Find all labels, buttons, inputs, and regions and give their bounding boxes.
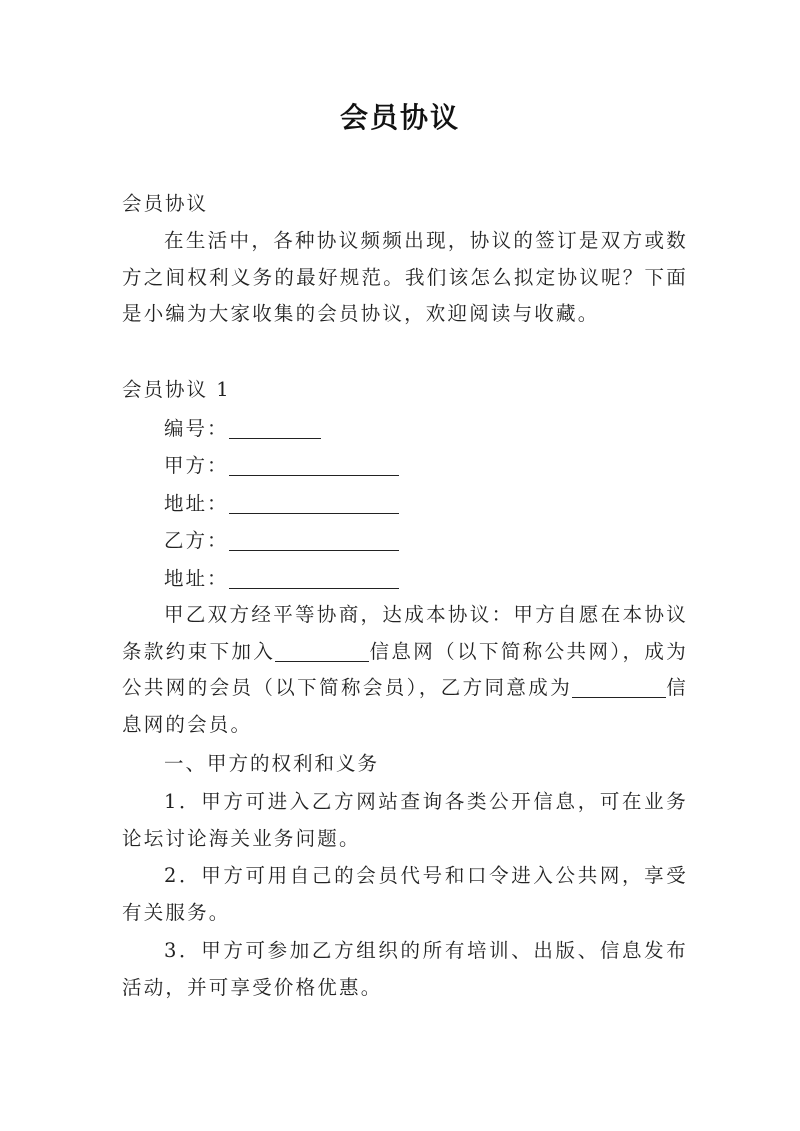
agreement-blank-1 (275, 639, 369, 662)
field-address-b-label: 地址： (164, 567, 229, 590)
agreement-text-c: 信息网的会员。 (122, 676, 689, 736)
field-address-b-blank (229, 566, 399, 589)
field-party-a-label: 甲方： (164, 454, 229, 477)
subheading: 会员协议 (122, 192, 209, 215)
agreement-blank-2 (572, 675, 666, 698)
agreement-paragraph (122, 597, 688, 743)
section-title: 会员协议 1 (122, 378, 231, 401)
item-3: 3．甲方可参加乙方组织的所有培训、出版、信息发布活动，并可享受价格优惠。 (122, 939, 688, 999)
field-party-b-label: 乙方： (164, 529, 229, 552)
field-address-b (164, 561, 399, 598)
field-address-a-label: 地址： (164, 492, 229, 515)
agreement-text-a: 甲乙双方经平等协商，达成本协议：甲方自愿在本协议条款约束下加入 (122, 603, 688, 663)
item-2: 2．甲方可用自己的会员代号和口令进入公共网，享受有关服务。 (122, 864, 688, 924)
field-party-a-blank (229, 453, 399, 476)
field-party-b-blank (229, 528, 399, 551)
field-number-label: 编号： (164, 417, 229, 440)
document-title: 会员协议 (339, 101, 460, 134)
field-party-a (164, 448, 399, 485)
item-1: 1．甲方可进入乙方网站查询各类公开信息，可在业务论坛讨论海关业务问题。 (122, 790, 688, 850)
field-address-a (164, 486, 399, 523)
field-address-a-blank (229, 491, 399, 514)
field-number-blank (229, 416, 321, 439)
field-party-b (164, 523, 399, 560)
agreement-text-b: 信息网（以下简称公共网），成为公共网的会员（以下简称会员），乙方同意成为 (122, 639, 688, 700)
intro-paragraph: 在生活中，各种协议频频出现，协议的签订是双方或数方之间权利义务的最好规范。我们该怎么拟定协议呢？下面是小编为大家收集的会员协议，欢迎阅读与收藏。 (122, 229, 688, 326)
heading-party-a-rights: 一、甲方的权利和义务 (164, 752, 380, 775)
field-number (164, 411, 321, 448)
